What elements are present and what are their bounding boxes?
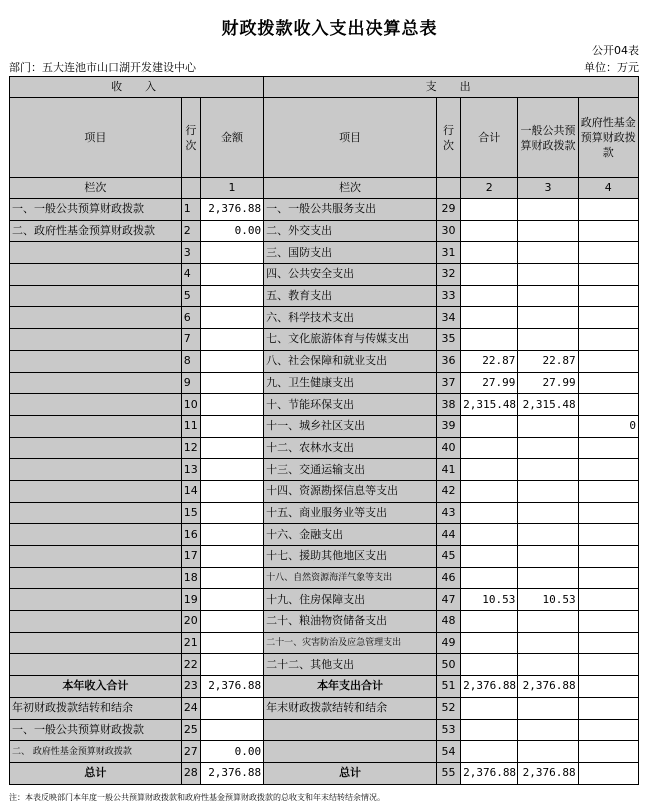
expense-fund <box>578 307 638 329</box>
income-amount <box>200 546 263 568</box>
header-row-1 <box>10 77 639 98</box>
year-income-line: 23 <box>181 676 200 698</box>
income-line-number: 15 <box>181 502 200 524</box>
expense-col-3: 3 <box>518 178 578 199</box>
expense-fund <box>578 329 638 351</box>
expense-general <box>518 329 578 351</box>
expense-item-name: 八、社会保障和就业支出 <box>264 350 437 372</box>
expense-col-label: 栏次 <box>264 178 437 199</box>
begin-balance-line: 24 <box>181 697 200 719</box>
expense-general <box>518 285 578 307</box>
expense-item-name: 十、节能环保支出 <box>264 394 437 416</box>
expense-total <box>461 307 518 329</box>
line-53: 53 <box>436 719 460 741</box>
expense-line-number: 36 <box>436 350 460 372</box>
income-line-number: 11 <box>181 415 200 437</box>
expense-item-name: 三、国防支出 <box>264 242 437 264</box>
expense-total <box>461 285 518 307</box>
expense-item-name: 六、科学技术支出 <box>264 307 437 329</box>
expense-item-name: 五、教育支出 <box>264 285 437 307</box>
expense-line-number: 43 <box>436 502 460 524</box>
table-row <box>10 285 639 307</box>
income-line-number: 2 <box>181 220 200 242</box>
expense-general <box>518 415 578 437</box>
expense-line-number: 32 <box>436 264 460 286</box>
expense-general <box>518 480 578 502</box>
budget-table <box>9 76 639 785</box>
income-line-number: 20 <box>181 611 200 633</box>
expense-total <box>461 611 518 633</box>
expense-item-name: 十五、商业服务业等支出 <box>264 502 437 524</box>
expense-total <box>461 459 518 481</box>
income-col-1: 1 <box>200 178 263 199</box>
table-row <box>10 394 639 416</box>
expense-fund <box>578 264 638 286</box>
expense-header: 支 出 <box>264 77 639 98</box>
expense-total <box>461 264 518 286</box>
income-item-name <box>10 437 182 459</box>
grand-total-income-amount: 2,376.88 <box>200 762 263 784</box>
expense-total: 27.99 <box>461 372 518 394</box>
table-code: 公开04表 <box>592 44 639 57</box>
expense-total <box>461 220 518 242</box>
expense-fund <box>578 611 638 633</box>
expense-line-number: 34 <box>436 307 460 329</box>
income-amount <box>200 329 263 351</box>
income-line-header: 行次 <box>181 98 200 178</box>
year-expense-total: 2,376.88 <box>461 676 518 698</box>
begin-general-line: 25 <box>181 719 200 741</box>
income-item-name <box>10 394 182 416</box>
expense-total <box>461 524 518 546</box>
expense-general: 10.53 <box>518 589 578 611</box>
expense-item-name: 一、一般公共服务支出 <box>264 199 437 221</box>
expense-line-number: 42 <box>436 480 460 502</box>
expense-total: 10.53 <box>461 589 518 611</box>
expense-item-name: 十四、资源勘探信息等支出 <box>264 480 437 502</box>
table-row-begin-general <box>10 719 639 741</box>
year-income-label: 本年收入合计 <box>10 676 182 698</box>
expense-item-name: 二十一、灾害防治及应急管理支出 <box>264 632 437 654</box>
table-row <box>10 546 639 568</box>
begin-general-label: 一、一般公共预算财政拨款 <box>10 719 182 741</box>
income-item-name <box>10 589 182 611</box>
expense-line-number: 30 <box>436 220 460 242</box>
expense-fund <box>578 480 638 502</box>
page-title: 财政拨款收入支出决算总表 <box>221 19 438 39</box>
table-row <box>10 480 639 502</box>
expense-col-2: 2 <box>461 178 518 199</box>
expense-general <box>518 632 578 654</box>
expense-item-name: 二、外交支出 <box>264 220 437 242</box>
income-line-number: 17 <box>181 546 200 568</box>
end-balance-label: 年末财政拨款结转和结余 <box>264 697 437 719</box>
expense-general <box>518 459 578 481</box>
income-item-name <box>10 285 182 307</box>
income-amount <box>200 437 263 459</box>
table-row <box>10 350 639 372</box>
income-amount <box>200 589 263 611</box>
income-header: 收 入 <box>10 77 264 98</box>
header-row-3 <box>10 178 639 199</box>
table-row <box>10 307 639 329</box>
income-line-number: 14 <box>181 480 200 502</box>
income-amount <box>200 242 263 264</box>
begin-balance-label: 年初财政拨款结转和结余 <box>10 697 182 719</box>
expense-total <box>461 502 518 524</box>
expense-total <box>461 199 518 221</box>
expense-item-name: 十八、自然资源海洋气象等支出 <box>264 567 437 589</box>
expense-item-name: 十一、城乡社区支出 <box>264 415 437 437</box>
expense-line-header: 行次 <box>436 98 460 178</box>
income-item-name <box>10 524 182 546</box>
income-amount <box>200 394 263 416</box>
expense-line-number: 37 <box>436 372 460 394</box>
income-amount <box>200 264 263 286</box>
expense-line-number: 45 <box>436 546 460 568</box>
table-row-begin-fund <box>10 741 639 763</box>
table-row <box>10 589 639 611</box>
expense-line-number: 35 <box>436 329 460 351</box>
income-line-number: 6 <box>181 307 200 329</box>
income-line-number: 10 <box>181 394 200 416</box>
expense-item-name: 十七、援助其他地区支出 <box>264 546 437 568</box>
expense-item-name: 七、文化旅游体育与传媒支出 <box>264 329 437 351</box>
expense-item-name: 十三、交通运输支出 <box>264 459 437 481</box>
income-amount <box>200 502 263 524</box>
expense-line-number: 41 <box>436 459 460 481</box>
begin-fund-amount: 0.00 <box>200 741 263 763</box>
expense-item-name: 四、公共安全支出 <box>264 264 437 286</box>
income-line-number: 18 <box>181 567 200 589</box>
table-row <box>10 242 639 264</box>
income-item-name: 一、一般公共预算财政拨款 <box>10 199 182 221</box>
expense-fund <box>578 524 638 546</box>
expense-fund <box>578 567 638 589</box>
income-line-number: 9 <box>181 372 200 394</box>
expense-fund <box>578 285 638 307</box>
income-line-number: 12 <box>181 437 200 459</box>
income-item-name <box>10 567 182 589</box>
expense-total <box>461 567 518 589</box>
expense-fund <box>578 394 638 416</box>
expense-fund: 0 <box>578 415 638 437</box>
expense-general <box>518 220 578 242</box>
income-line-number: 8 <box>181 350 200 372</box>
year-income-amount: 2,376.88 <box>200 676 263 698</box>
income-item-name <box>10 546 182 568</box>
expense-line-number: 44 <box>436 524 460 546</box>
income-amount <box>200 415 263 437</box>
grand-total-expense-label: 总计 <box>264 762 437 784</box>
expense-fund <box>578 372 638 394</box>
line-54: 54 <box>436 741 460 763</box>
table-row-year-total <box>10 676 639 698</box>
unit-label: 单位：万元 <box>584 61 639 74</box>
year-expense-line: 51 <box>436 676 460 698</box>
expense-general <box>518 307 578 329</box>
income-amount <box>200 480 263 502</box>
income-line-number: 19 <box>181 589 200 611</box>
income-item-name <box>10 654 182 676</box>
table-row <box>10 654 639 676</box>
income-item-name <box>10 350 182 372</box>
table-row <box>10 329 639 351</box>
table-row-balance <box>10 697 639 719</box>
expense-total: 2,315.48 <box>461 394 518 416</box>
expense-general <box>518 654 578 676</box>
expense-item-name: 十九、住房保障支出 <box>264 589 437 611</box>
expense-item-name: 二十、粮油物资储备支出 <box>264 611 437 633</box>
income-line-number: 22 <box>181 654 200 676</box>
expense-item-header: 项目 <box>264 98 437 178</box>
expense-total <box>461 437 518 459</box>
expense-general: 22.87 <box>518 350 578 372</box>
income-item-name <box>10 459 182 481</box>
income-amount: 0.00 <box>200 220 263 242</box>
expense-general <box>518 264 578 286</box>
income-amount <box>200 524 263 546</box>
expense-total <box>461 480 518 502</box>
income-amount <box>200 632 263 654</box>
expense-fund <box>578 459 638 481</box>
expense-fund <box>578 654 638 676</box>
income-line-number: 3 <box>181 242 200 264</box>
expense-line-number: 40 <box>436 437 460 459</box>
footnote: 注：本表反映部门本年度一般公共预算财政拨款和政府性基金预算财政拨款的总收支和年末结转结余情况。 <box>9 793 385 802</box>
income-item-name <box>10 329 182 351</box>
expense-item-name: 二十二、其他支出 <box>264 654 437 676</box>
income-col-label: 栏次 <box>10 178 182 199</box>
expense-line-number: 29 <box>436 199 460 221</box>
income-item-name: 二、政府性基金预算财政拨款 <box>10 220 182 242</box>
income-amount <box>200 372 263 394</box>
income-amount <box>200 285 263 307</box>
income-item-name <box>10 264 182 286</box>
year-expense-general: 2,376.88 <box>518 676 578 698</box>
income-amount <box>200 459 263 481</box>
expense-total-header: 合计 <box>461 98 518 178</box>
income-amount <box>200 307 263 329</box>
income-amount <box>200 654 263 676</box>
expense-line-number: 31 <box>436 242 460 264</box>
expense-total <box>461 329 518 351</box>
grand-total-expense-general: 2,376.88 <box>518 762 578 784</box>
income-amount <box>200 350 263 372</box>
income-item-header: 项目 <box>10 98 182 178</box>
expense-fund <box>578 199 638 221</box>
expense-general: 27.99 <box>518 372 578 394</box>
table-row <box>10 502 639 524</box>
table-row <box>10 415 639 437</box>
income-amount-header: 金额 <box>200 98 263 178</box>
expense-general <box>518 567 578 589</box>
income-line-number: 4 <box>181 264 200 286</box>
income-amount <box>200 567 263 589</box>
table-row <box>10 220 639 242</box>
income-line-number: 21 <box>181 632 200 654</box>
grand-total-income-label: 总计 <box>10 762 182 784</box>
income-line-number: 5 <box>181 285 200 307</box>
expense-fund <box>578 242 638 264</box>
expense-fund-header: 政府性基金预算财政拨款 <box>578 98 638 178</box>
table-row <box>10 264 639 286</box>
expense-line-number: 39 <box>436 415 460 437</box>
income-item-name <box>10 415 182 437</box>
expense-line-number: 46 <box>436 567 460 589</box>
expense-total: 22.87 <box>461 350 518 372</box>
expense-fund <box>578 350 638 372</box>
expense-line-number: 47 <box>436 589 460 611</box>
expense-general <box>518 242 578 264</box>
table-row <box>10 611 639 633</box>
table-row <box>10 199 639 221</box>
income-line-number: 13 <box>181 459 200 481</box>
expense-general <box>518 199 578 221</box>
expense-fund <box>578 220 638 242</box>
expense-total <box>461 546 518 568</box>
expense-general-header: 一般公共预算财政拨款 <box>518 98 578 178</box>
table-row <box>10 524 639 546</box>
income-item-name <box>10 307 182 329</box>
expense-line-number: 48 <box>436 611 460 633</box>
expense-fund <box>578 632 638 654</box>
grand-total-expense-total: 2,376.88 <box>461 762 518 784</box>
expense-total <box>461 632 518 654</box>
expense-line-number: 38 <box>436 394 460 416</box>
table-row-grand-total <box>10 762 639 784</box>
expense-line-number: 49 <box>436 632 460 654</box>
expense-general <box>518 437 578 459</box>
begin-fund-label: 二、 政府性基金预算财政拨款 <box>10 741 182 763</box>
year-expense-label: 本年支出合计 <box>264 676 437 698</box>
table-row <box>10 437 639 459</box>
income-item-name <box>10 242 182 264</box>
income-item-name <box>10 372 182 394</box>
expense-item-name: 十二、农林水支出 <box>264 437 437 459</box>
income-item-name <box>10 611 182 633</box>
begin-fund-line: 27 <box>181 741 200 763</box>
income-item-name <box>10 502 182 524</box>
expense-total <box>461 242 518 264</box>
income-item-name <box>10 480 182 502</box>
expense-general <box>518 502 578 524</box>
expense-item-name: 十六、金融支出 <box>264 524 437 546</box>
expense-fund <box>578 546 638 568</box>
department-label: 部门：五大连池市山口湖开发建设中心 <box>9 61 196 74</box>
header-row-2 <box>10 98 639 178</box>
table-row <box>10 567 639 589</box>
income-line-number: 16 <box>181 524 200 546</box>
table-row <box>10 632 639 654</box>
table-row <box>10 372 639 394</box>
income-amount: 2,376.88 <box>200 199 263 221</box>
grand-total-expense-line: 55 <box>436 762 460 784</box>
end-balance-line: 52 <box>436 697 460 719</box>
expense-col-4: 4 <box>578 178 638 199</box>
income-item-name <box>10 632 182 654</box>
income-line-number: 1 <box>181 199 200 221</box>
income-amount <box>200 611 263 633</box>
expense-fund <box>578 589 638 611</box>
expense-total <box>461 415 518 437</box>
income-line-number: 7 <box>181 329 200 351</box>
expense-line-number: 50 <box>436 654 460 676</box>
expense-general <box>518 546 578 568</box>
expense-general: 2,315.48 <box>518 394 578 416</box>
expense-fund <box>578 437 638 459</box>
expense-line-number: 33 <box>436 285 460 307</box>
expense-item-name: 九、卫生健康支出 <box>264 372 437 394</box>
expense-total <box>461 654 518 676</box>
grand-total-income-line: 28 <box>181 762 200 784</box>
expense-general <box>518 611 578 633</box>
expense-fund <box>578 502 638 524</box>
table-row <box>10 459 639 481</box>
expense-general <box>518 524 578 546</box>
